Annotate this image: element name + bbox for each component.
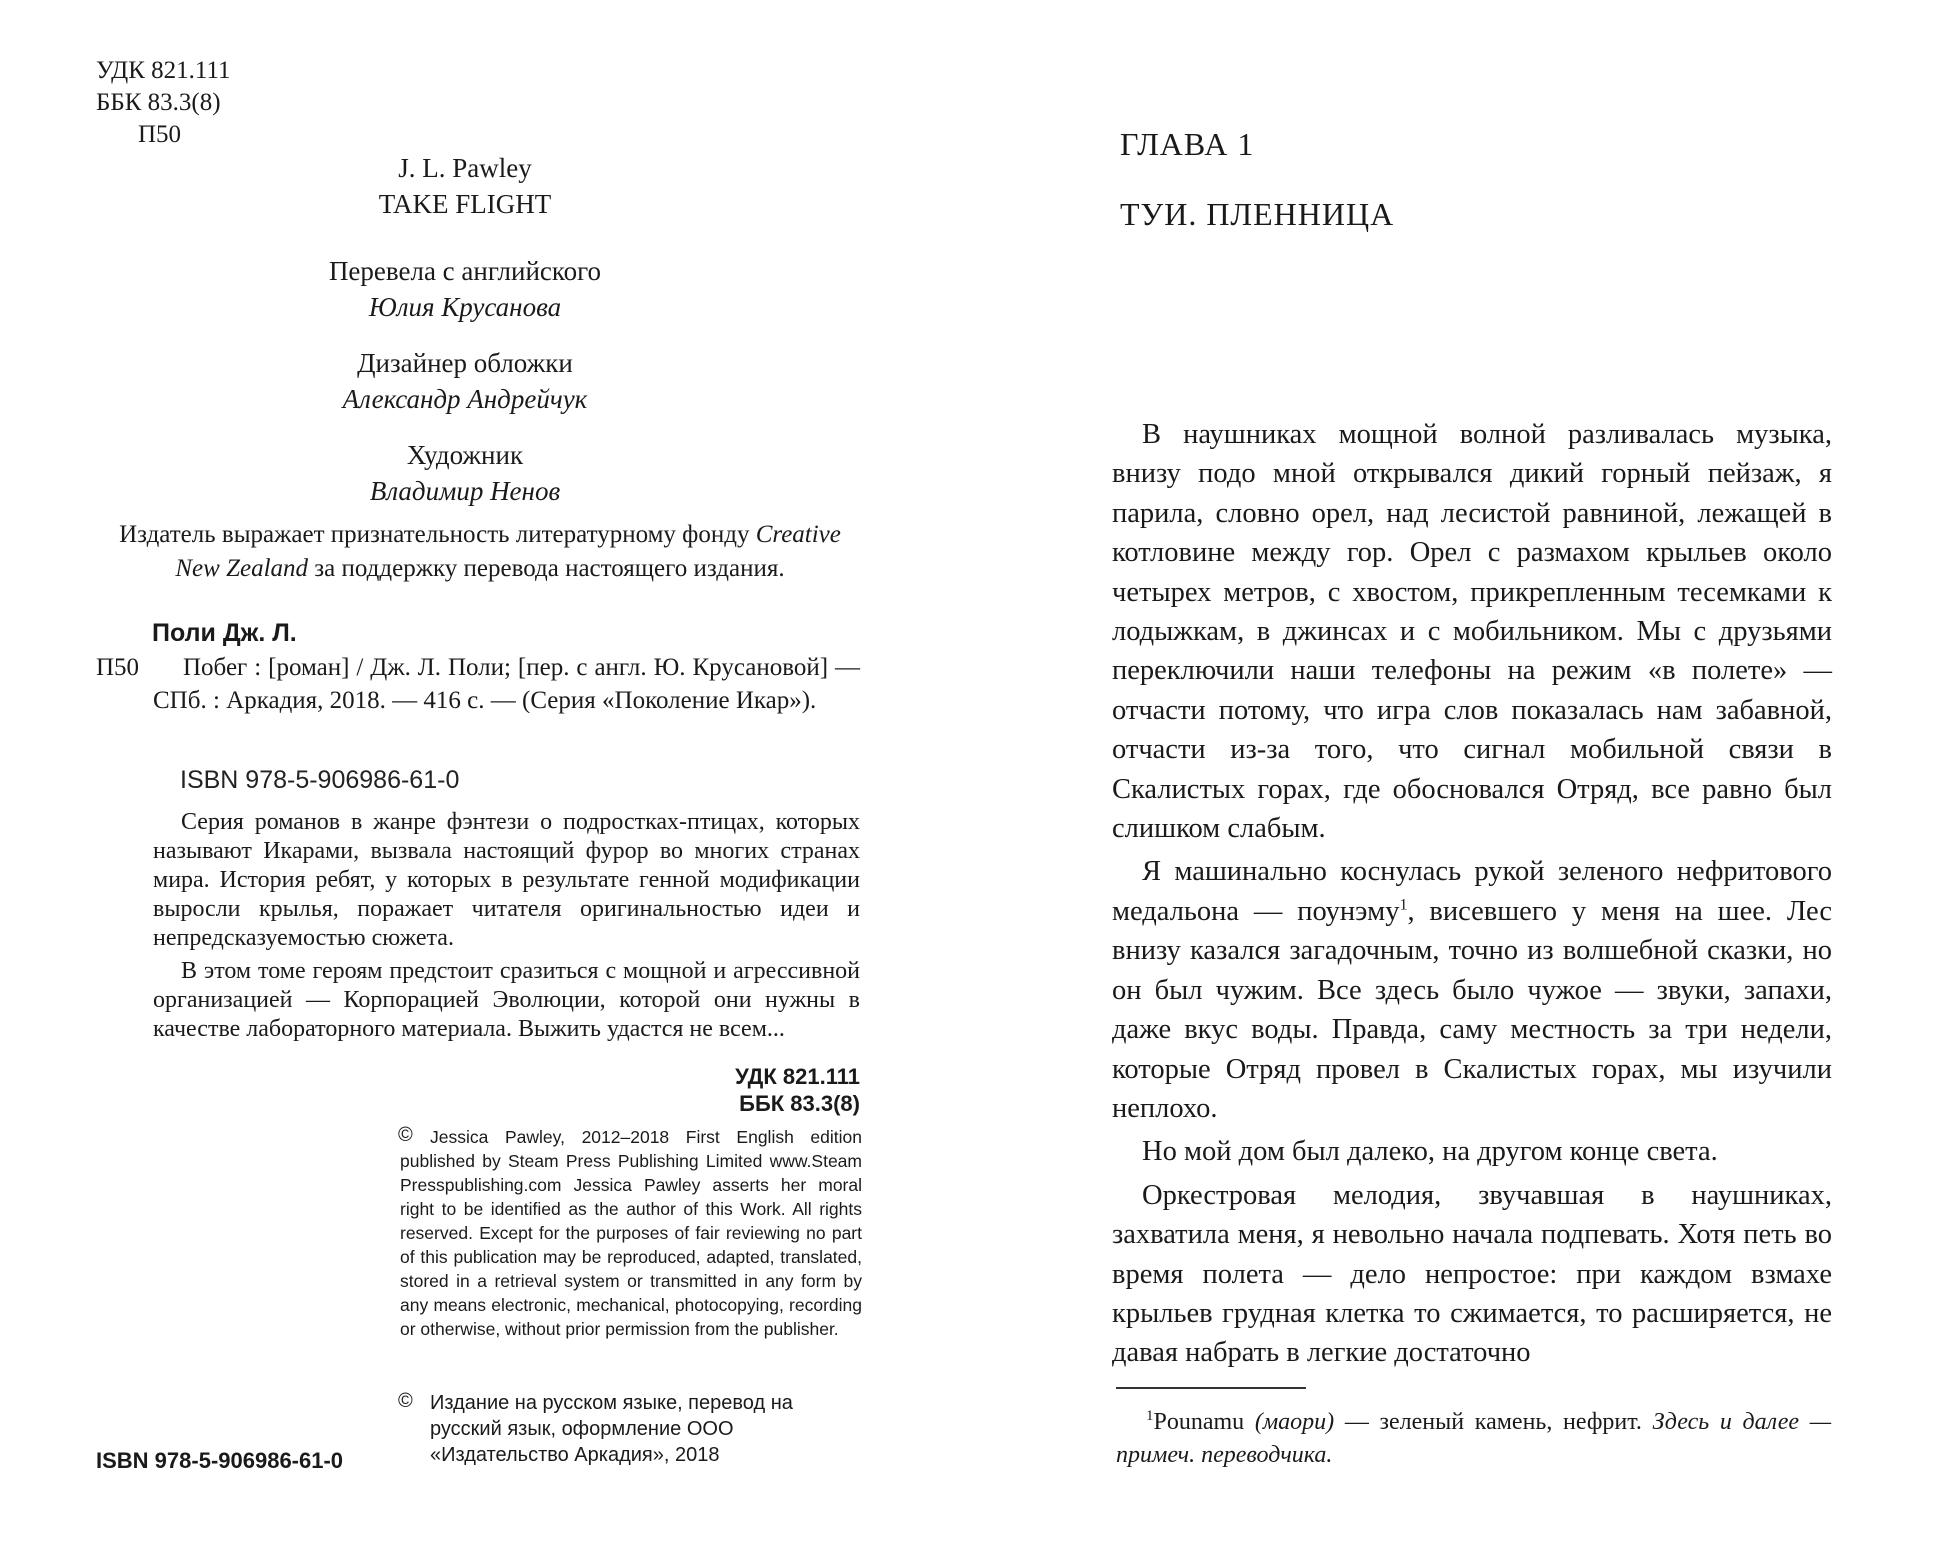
bibliographic-author: Поли Дж. Л. — [152, 619, 297, 647]
translator-label: Перевела с английского — [328, 256, 602, 286]
copyright-symbol: © — [398, 1390, 413, 1412]
body-paragraph: Оркестровая мелодия, звучавшая в наушниках, захватила меня, я невольно начала подпевать. Хотя петь во время полета — дело непростое: при каждом взмахе крыльев грудная клетка то сжимается, то расширяется, не давая набрать в легкие достаточно — [1112, 1179, 1832, 1369]
copyright-russian: Издание на русском языке, перевод на русский язык, оформление ООО «Издательство Аркадия», 2018 — [430, 1392, 793, 1466]
acknowledgement-text: Издатель выражает признательность литературному фонду — [119, 521, 750, 548]
original-title: TAKE FLIGHT — [378, 189, 552, 219]
acknowledgement-text-end: за поддержку перевода настоящего издания. — [314, 555, 785, 582]
cover-designer-name: Александр Андрейчук — [342, 384, 588, 414]
chapter-number: ГЛАВА 1 — [1120, 126, 1255, 162]
annotation-paragraph: Серия романов в жанре фэнтези о подростках-птицах, которых называют Икарами, вызвала настоящий фурор во многих странах мира. История ребят, у которых в результате генной модификации выросли крылья, поражает читателя оригинальностью идеи и непредсказуемостью сюжета. — [153, 809, 860, 951]
body-paragraph: Я машинально коснулась рукой зеленого нефритового медальона — поунэму$^1$, висевшего у меня на шее. Лес внизу казался загадочным, точно из волшебной сказки, но он был чужим. Все здесь было чужое — звуки, запахи, даже вкус воды. Правда, саму местность за три недели, которые Отряд провел в Скалистых горах, мы изучили неплохо. — [1112, 856, 1832, 1124]
artist-name: Владимир Ненов — [369, 476, 561, 506]
chapter-title: ТУИ. ПЛЕННИЦА — [1120, 196, 1395, 232]
author-mark: П50 — [138, 121, 182, 148]
left-page — [0, 0, 969, 1565]
footnote — [1116, 1400, 1831, 1472]
chapter-body — [1112, 415, 1832, 1373]
original-author: J. L. Pawley — [398, 153, 532, 183]
footnote-word: Pounamu — [1153, 1409, 1245, 1435]
annotation — [153, 808, 860, 1044]
cover-designer-label: Дизайнер обложки — [357, 348, 573, 378]
footnote-ref: 1 — [1399, 896, 1408, 914]
udc-code: УДК 821.111 — [96, 57, 231, 84]
isbn-bottom: ISBN 978-5-906986-61-0 — [96, 1448, 344, 1473]
copyright-symbol: © — [398, 1124, 413, 1146]
bibliographic-code: П50 — [96, 654, 140, 681]
footnote-number: 1 — [1146, 1408, 1154, 1424]
right-page — [969, 0, 1939, 1565]
artist-label: Художник — [406, 440, 524, 470]
copyright-english: Jessica Pawley, 2012–2018 First English edition published by Steam Press Publishing Limited www.Steam Presspublishing.com Jessica Pawley asserts her moral right to be identified as the author of this Work. All rights reserved. Except for the purposes of fair reviewing no part of this publication may be reproduced, adapted, translated, stored in a retrieval system or transmitted in any form by any means electronic, mechanical, photocopying, recording or otherwise, without prior permission from the publisher. — [400, 1127, 862, 1339]
classification-codes — [96, 55, 231, 151]
isbn: ISBN 978-5-906986-61-0 — [180, 766, 460, 794]
body-paragraph: Но мой дом был далеко, на другом конце света. — [1142, 1136, 1718, 1168]
fund-name: Creative New Zealand — [175, 521, 841, 582]
bbk-code-bottom: ББК 83.3(8) — [739, 1091, 860, 1116]
footnote-translator-note: Здесь и далее — примеч. переводчика. — [1116, 1409, 1832, 1468]
udc-code-bottom: УДК 821.111 — [735, 1064, 860, 1089]
footnote-divider — [1116, 1387, 1306, 1389]
bibliographic-description: Побег : [роман] / Дж. Л. Поли; [пер. с англ. Ю. Крусановой] — СПб. : Аркадия, 2018. — 416 с. — (Серия «Поколение Икар»). — [153, 654, 860, 714]
footnote-language: (маори) — [1254, 1409, 1335, 1435]
translator-name: Юлия Крусанова — [368, 292, 562, 322]
footnote-text: — зеленый камень, нефрит. — [1344, 1409, 1642, 1435]
bbk-code: ББК 83.3(8) — [96, 89, 221, 116]
publisher-acknowledgement — [100, 518, 860, 586]
body-paragraph: В наушниках мощной волной разливалась музыка, внизу подо мной открывался дикий горный пейзаж, я парила, словно орел, над лесистой равниной, лежащей в котловине между гор. Орел с размахом крыльев около четырех метров, с хвостом, прикрепленным тесемками к лодыжкам, в джинсах и с мобильником. Мы с друзьями переключили наши телефоны на режим «в полете» — отчасти потому, что игра слов показалась нам забавной, отчасти из-за того, что сигнал мобильной связи в Скалистых горах, где обосновался Отряд, все равно был слишком слабым. — [1112, 419, 1832, 845]
classification-codes-bottom — [560, 1063, 860, 1117]
annotation-paragraph: В этом томе героям предстоит сразиться с мощной и агрессивной организацией — Корпорацией Эволюции, которой они нужны в качестве лабораторного материала. Выжить удастся не всем... — [153, 958, 860, 1042]
